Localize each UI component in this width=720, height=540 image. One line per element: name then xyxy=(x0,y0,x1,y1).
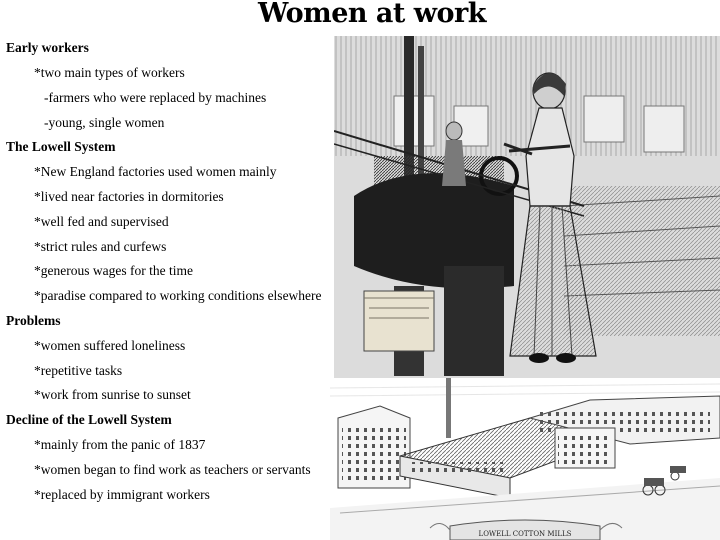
heading-lowell-system: The Lowell System xyxy=(6,139,116,154)
lowell-mills-illustration xyxy=(330,378,720,540)
heading-decline: Decline of the Lowell System xyxy=(6,412,172,427)
bullet: *mainly from the panic of 1837 xyxy=(34,437,206,452)
sub-bullet: -farmers who were replaced by machines xyxy=(44,90,267,105)
bullet: *New England factories used women mainly xyxy=(34,164,277,179)
slide-title: Women at work xyxy=(258,0,486,29)
bullet: *replaced by immigrant workers xyxy=(34,487,210,502)
weaver-illustration xyxy=(334,36,720,379)
bullet: *two main types of workers xyxy=(34,65,185,80)
bullet: *generous wages for the time xyxy=(34,263,193,278)
bullet: *well fed and supervised xyxy=(34,214,169,229)
heading-early-workers: Early workers xyxy=(6,40,89,55)
bullet: *repetitive tasks xyxy=(34,363,123,378)
bullet: *women began to find work as teachers or servants xyxy=(34,462,311,477)
bullet: *paradise compared to working conditions elsewhere xyxy=(34,288,322,303)
outline-list xyxy=(0,0,340,540)
mill-caption: LOWELL COTTON MILLS xyxy=(478,530,572,538)
heading-problems: Problems xyxy=(6,313,61,328)
sub-bullet: -young, single women xyxy=(44,115,165,130)
bullet: *women suffered loneliness xyxy=(34,338,186,353)
bullet: *strict rules and curfews xyxy=(34,239,167,254)
bullet: *work from sunrise to sunset xyxy=(34,387,191,402)
bullet: *lived near factories in dormitories xyxy=(34,189,224,204)
